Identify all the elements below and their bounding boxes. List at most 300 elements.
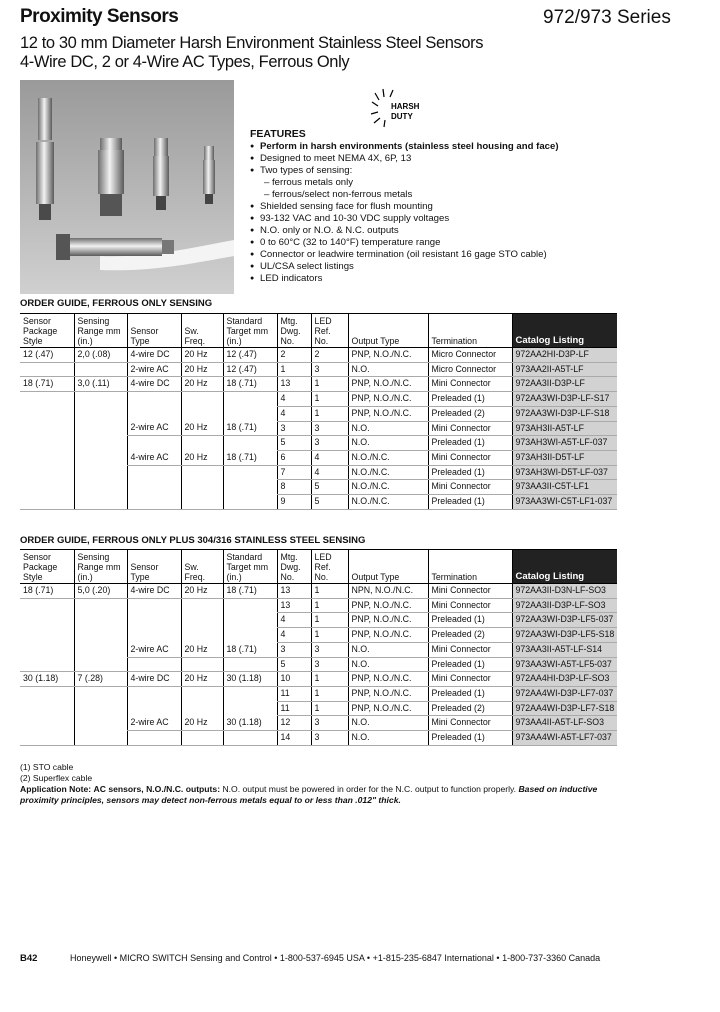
table-cell: PNP, N.O./N.C.: [348, 406, 428, 421]
table-cell: [127, 465, 181, 480]
note-sto-cable: (1) STO cable: [20, 762, 74, 772]
table-cell: 2: [311, 348, 348, 363]
table-cell: [181, 598, 223, 613]
table-cell: 18 (.71): [20, 377, 74, 392]
table-cell: [181, 465, 223, 480]
table-cell: Mini Connector: [428, 421, 512, 436]
table-cell: 3: [311, 436, 348, 451]
table-cell: 30 (1.18): [223, 672, 277, 687]
table-cell: 4-wire AC: [127, 450, 181, 465]
column-header: LED Ref. No.: [311, 314, 348, 348]
table-cell: 20 Hz: [181, 642, 223, 657]
order-guide-ferrous-table: [20, 313, 617, 510]
table-cell: N.O.: [348, 642, 428, 657]
feature-item: ● Perform in harsh environments (stainless steel housing and face): [250, 141, 630, 153]
table-cell: Preleaded (1): [428, 465, 512, 480]
table-cell: [127, 436, 181, 451]
table-cell: 973AA4II-A5T-LF-SO3: [512, 716, 617, 731]
table-cell: PNP, N.O./N.C.: [348, 613, 428, 628]
table-cell: [223, 465, 277, 480]
feature-item: ● Two types of sensing:: [250, 165, 630, 177]
table-cell: [127, 686, 181, 701]
table-cell: 1: [311, 672, 348, 687]
table-cell: [20, 450, 74, 465]
table-cell: [181, 731, 223, 746]
table-cell: [74, 436, 127, 451]
table-cell: 5: [311, 480, 348, 495]
table-cell: [20, 613, 74, 628]
table-row: [20, 657, 617, 672]
feature-item: – ferrous/select non-ferrous metals: [264, 189, 413, 200]
table-cell: 972AA3WI-D3P-LF-S17: [512, 392, 617, 407]
table-row: [20, 362, 617, 377]
application-note-text: N.O. output must be powered in order for the N.C. output to function properly.: [220, 784, 517, 794]
table-cell: 3: [311, 731, 348, 746]
table-cell: [223, 686, 277, 701]
column-header: Standard Target mm (in.): [223, 314, 277, 348]
table-cell: 2-wire AC: [127, 362, 181, 377]
feature-item: ● Designed to meet NEMA 4X, 6P, 13: [250, 153, 630, 165]
table-cell: 18 (.71): [20, 584, 74, 599]
table-cell: 10: [277, 672, 311, 687]
table-cell: [223, 392, 277, 407]
table-cell: 4-wire DC: [127, 377, 181, 392]
table-cell: 973AH3II-A5T-LF: [512, 421, 617, 436]
table-cell: 972AA4WI-D3P-LF7-S18: [512, 701, 617, 716]
features-heading: FEATURES: [250, 128, 306, 140]
table-cell: 12: [277, 716, 311, 731]
order-guide-1-title: ORDER GUIDE, FERROUS ONLY SENSING: [20, 298, 213, 309]
table-cell: N.O.: [348, 421, 428, 436]
table-cell: 972AA4HI-D3P-LF-SO3: [512, 672, 617, 687]
table-cell: 973AH3II-D5T-LF: [512, 450, 617, 465]
table-cell: [20, 642, 74, 657]
table-row: [20, 436, 617, 451]
table-cell: [127, 701, 181, 716]
table-cell: 13: [277, 598, 311, 613]
subtitle-line-2: 4-Wire DC, 2 or 4-Wire AC Types, Ferrous Only: [20, 53, 350, 71]
table-cell: [74, 406, 127, 421]
table-cell: PNP, N.O./N.C.: [348, 701, 428, 716]
table-cell: 972AA3WI-D3P-LF5-037: [512, 613, 617, 628]
table-cell: Mini Connector: [428, 480, 512, 495]
badge-line-2: DUTY: [391, 112, 413, 121]
table-cell: 20 Hz: [181, 348, 223, 363]
table-cell: 4: [311, 465, 348, 480]
table-row: [20, 613, 617, 628]
table-cell: 13: [277, 377, 311, 392]
table-cell: [223, 495, 277, 510]
table-cell: [127, 657, 181, 672]
application-note-label: Application Note:: [20, 784, 92, 794]
table-cell: PNP, N.O./N.C.: [348, 686, 428, 701]
table-cell: [74, 613, 127, 628]
note-superflex-cable: (2) Superflex cable: [20, 773, 93, 783]
table-cell: 20 Hz: [181, 584, 223, 599]
table-cell: Preleaded (2): [428, 701, 512, 716]
table-cell: [20, 465, 74, 480]
table-cell: [74, 657, 127, 672]
table-row: [20, 584, 617, 599]
table-cell: 2-wire AC: [127, 421, 181, 436]
table-cell: 3: [311, 642, 348, 657]
table-cell: [181, 657, 223, 672]
table-cell: Micro Connector: [428, 348, 512, 363]
column-header: Sensor Package Style: [20, 314, 74, 348]
table-cell: 1: [277, 362, 311, 377]
table-cell: [20, 406, 74, 421]
table-cell: 5: [277, 657, 311, 672]
table-cell: [223, 406, 277, 421]
table-cell: [181, 701, 223, 716]
table-row: [20, 731, 617, 746]
column-header: Output Type: [348, 314, 428, 348]
column-header: Mtg. Dwg. No.: [277, 314, 311, 348]
feature-item: ● LED indicators: [250, 273, 630, 285]
table-cell: 18 (.71): [223, 421, 277, 436]
table-header-row: [20, 314, 617, 348]
table-cell: PNP, N.O./N.C.: [348, 628, 428, 643]
table-cell: Mini Connector: [428, 672, 512, 687]
table-cell: 13: [277, 584, 311, 599]
table-cell: N.O./N.C.: [348, 480, 428, 495]
table-cell: [20, 421, 74, 436]
table-cell: [20, 628, 74, 643]
table-cell: Mini Connector: [428, 598, 512, 613]
table-cell: 1: [311, 628, 348, 643]
table-cell: 11: [277, 701, 311, 716]
table-cell: [127, 495, 181, 510]
table-row: [20, 392, 617, 407]
table-cell: [223, 480, 277, 495]
table-cell: 5: [311, 495, 348, 510]
table-cell: 973AH3WI-D5T-LF-037: [512, 465, 617, 480]
table-cell: 4-wire DC: [127, 584, 181, 599]
table-cell: PNP, N.O./N.C.: [348, 598, 428, 613]
table-cell: 4-wire DC: [127, 348, 181, 363]
table-cell: [181, 436, 223, 451]
table-cell: 973AA4WI-A5T-LF7-037: [512, 731, 617, 746]
table-cell: [20, 716, 74, 731]
table-cell: [20, 480, 74, 495]
column-header: Standard Target mm (in.): [223, 550, 277, 584]
column-header: Sensing Range mm (in.): [74, 550, 127, 584]
feature-item: ● N.O. only or N.O. & N.C. outputs: [250, 225, 630, 237]
feature-item: ● 93-132 VAC and 10-30 VDC supply voltages: [250, 213, 630, 225]
table-cell: 18 (.71): [223, 377, 277, 392]
application-note: [20, 784, 620, 806]
table-cell: 2-wire AC: [127, 716, 181, 731]
table-cell: 8: [277, 480, 311, 495]
column-header: Termination: [428, 550, 512, 584]
table-row: [20, 450, 617, 465]
table-cell: 3,0 (.11): [74, 377, 127, 392]
table-cell: N.O.: [348, 657, 428, 672]
table-cell: 14: [277, 731, 311, 746]
table-cell: [127, 731, 181, 746]
table-cell: 972AA3II-D3N-LF-SO3: [512, 584, 617, 599]
table-cell: 20 Hz: [181, 450, 223, 465]
footer-contact: Honeywell • MICRO SWITCH Sensing and Control • 1-800-537-6945 USA • +1-815-235-6847 International • 1-800-737-3360 Canada: [70, 953, 601, 963]
table-cell: PNP, N.O./N.C.: [348, 392, 428, 407]
subtitle-line-1: 12 to 30 mm Diameter Harsh Environment Stainless Steel Sensors: [20, 34, 484, 52]
table-cell: 20 Hz: [181, 672, 223, 687]
table-cell: 973AH3WI-A5T-LF-037: [512, 436, 617, 451]
table-cell: [223, 613, 277, 628]
table-row: [20, 480, 617, 495]
table-cell: NPN, N.O./N.C.: [348, 584, 428, 599]
table-cell: Preleaded (1): [428, 613, 512, 628]
table-cell: 972AA3II-D3P-LF-SO3: [512, 598, 617, 613]
table-cell: 1: [311, 613, 348, 628]
table-cell: 1: [311, 406, 348, 421]
features-list: [250, 141, 630, 285]
table-cell: Preleaded (1): [428, 495, 512, 510]
table-cell: PNP, N.O./N.C.: [348, 348, 428, 363]
table-cell: [181, 406, 223, 421]
table-row: [20, 406, 617, 421]
table-cell: 11: [277, 686, 311, 701]
notes-block: [20, 762, 620, 806]
table-cell: 3: [311, 421, 348, 436]
table-cell: N.O./N.C.: [348, 495, 428, 510]
table-cell: 973AA3WI-C5T-LF1-037: [512, 495, 617, 510]
table-cell: [20, 362, 74, 377]
table-body: [20, 348, 617, 510]
table-cell: [74, 495, 127, 510]
table-cell: [74, 480, 127, 495]
column-header: Sensor Type: [127, 314, 181, 348]
table-cell: [223, 628, 277, 643]
table-cell: 20 Hz: [181, 362, 223, 377]
table-cell: 30 (1.18): [223, 716, 277, 731]
table-cell: [74, 716, 127, 731]
table-cell: [20, 657, 74, 672]
table-cell: 7: [277, 465, 311, 480]
table-cell: Preleaded (1): [428, 392, 512, 407]
table-cell: N.O.: [348, 362, 428, 377]
table-cell: 972AA4WI-D3P-LF7-037: [512, 686, 617, 701]
order-guide-2-title: ORDER GUIDE, FERROUS ONLY PLUS 304/316 STAINLESS STEEL SENSING: [20, 535, 366, 546]
table-cell: [223, 598, 277, 613]
feature-item: – ferrous metals only: [264, 177, 354, 188]
table-row: [20, 598, 617, 613]
table-cell: Mini Connector: [428, 377, 512, 392]
table-cell: 972AA3WI-D3P-LF-S18: [512, 406, 617, 421]
table-cell: 7 (.28): [74, 672, 127, 687]
table-cell: 2,0 (.08): [74, 348, 127, 363]
table-cell: 18 (.71): [223, 642, 277, 657]
column-header: Termination: [428, 314, 512, 348]
table-cell: [181, 495, 223, 510]
table-row: [20, 421, 617, 436]
table-cell: Preleaded (1): [428, 436, 512, 451]
feature-item: ● 0 to 60°C (32 to 140°F) temperature range: [250, 237, 630, 249]
table-cell: [74, 392, 127, 407]
table-cell: 9: [277, 495, 311, 510]
table-cell: [74, 642, 127, 657]
table-row: [20, 465, 617, 480]
table-cell: 6: [277, 450, 311, 465]
table-cell: 5,0 (.20): [74, 584, 127, 599]
feature-item: ● Connector or leadwire termination (oil resistant 16 gage STO cable): [250, 249, 630, 261]
table-cell: [20, 701, 74, 716]
table-cell: N.O./N.C.: [348, 465, 428, 480]
table-cell: [74, 731, 127, 746]
table-cell: [127, 628, 181, 643]
table-cell: 18 (.71): [223, 584, 277, 599]
table-cell: PNP, N.O./N.C.: [348, 377, 428, 392]
table-cell: 1: [311, 392, 348, 407]
table-cell: 30 (1.18): [20, 672, 74, 687]
column-header: Catalog Listing: [512, 550, 617, 584]
table-cell: 20 Hz: [181, 377, 223, 392]
table-cell: 972AA3II-D3P-LF: [512, 377, 617, 392]
table-cell: N.O.: [348, 731, 428, 746]
column-header: Sensor Package Style: [20, 550, 74, 584]
badge-line-1: HARSH: [391, 102, 420, 111]
table-cell: Preleaded (2): [428, 628, 512, 643]
column-header: Sw. Freq.: [181, 550, 223, 584]
table-cell: 4: [277, 392, 311, 407]
table-row: [20, 686, 617, 701]
table-cell: Micro Connector: [428, 362, 512, 377]
table-cell: N.O./N.C.: [348, 450, 428, 465]
table-cell: [20, 495, 74, 510]
product-photo: [20, 80, 234, 294]
table-row: [20, 348, 617, 363]
table-cell: 12 (.47): [20, 348, 74, 363]
table-cell: 3: [311, 362, 348, 377]
table-cell: Preleaded (1): [428, 731, 512, 746]
table-cell: [74, 628, 127, 643]
table-cell: N.O.: [348, 716, 428, 731]
table-cell: [74, 421, 127, 436]
table-cell: [74, 362, 127, 377]
table-row: [20, 495, 617, 510]
table-cell: [74, 686, 127, 701]
application-note-subject: AC sensors, N.O./N.C. outputs:: [93, 784, 221, 794]
table-cell: 20 Hz: [181, 421, 223, 436]
table-cell: [127, 598, 181, 613]
application-note-italic: Based on inductive proximity principles, sensors may detect non-ferrous metals equal to or less than .012" thick.: [20, 784, 598, 805]
table-cell: 2: [277, 348, 311, 363]
column-header: Output Type: [348, 550, 428, 584]
column-header: Catalog Listing: [512, 314, 617, 348]
table-row: [20, 377, 617, 392]
column-header: Sensor Type: [127, 550, 181, 584]
table-cell: [223, 701, 277, 716]
harsh-duty-badge: [370, 88, 440, 128]
column-header: LED Ref. No.: [311, 550, 348, 584]
table-row: [20, 701, 617, 716]
table-cell: 4: [277, 613, 311, 628]
table-cell: Mini Connector: [428, 450, 512, 465]
table-cell: [181, 686, 223, 701]
table-cell: [127, 480, 181, 495]
table-row: [20, 628, 617, 643]
table-cell: 973AA3WI-A5T-LF5-037: [512, 657, 617, 672]
feature-item: ● UL/CSA select listings: [250, 261, 630, 273]
table-cell: 3: [311, 716, 348, 731]
table-cell: 973AA3II-A5T-LF-S14: [512, 642, 617, 657]
page-title: Proximity Sensors: [20, 6, 179, 27]
table-cell: [127, 613, 181, 628]
table-cell: N.O.: [348, 436, 428, 451]
table-row: [20, 672, 617, 687]
series-label: 972/973 Series: [543, 7, 671, 28]
table-cell: [20, 598, 74, 613]
table-cell: 3: [311, 657, 348, 672]
table-cell: 3: [277, 642, 311, 657]
table-cell: 1: [311, 584, 348, 599]
table-cell: 4: [311, 450, 348, 465]
table-cell: [127, 392, 181, 407]
table-cell: Mini Connector: [428, 716, 512, 731]
sensor-photo-illustration: [20, 80, 234, 294]
harsh-duty-icon: [370, 88, 440, 128]
table-cell: 3: [277, 421, 311, 436]
table-cell: 12 (.47): [223, 348, 277, 363]
table-cell: 18 (.71): [223, 450, 277, 465]
table-cell: 1: [311, 701, 348, 716]
table-row: [20, 642, 617, 657]
table-cell: [74, 701, 127, 716]
table-row: [20, 716, 617, 731]
table-cell: 4-wire DC: [127, 672, 181, 687]
table-cell: [74, 598, 127, 613]
table-cell: [74, 465, 127, 480]
table-cell: PNP, N.O./N.C.: [348, 672, 428, 687]
table-cell: [181, 392, 223, 407]
table-cell: 972AA3WI-D3P-LF5-S18: [512, 628, 617, 643]
table-cell: [74, 450, 127, 465]
table-cell: Preleaded (2): [428, 406, 512, 421]
table-cell: [20, 436, 74, 451]
page-number: B42: [20, 953, 38, 964]
table-cell: Preleaded (1): [428, 686, 512, 701]
table-cell: [223, 731, 277, 746]
table-cell: 1: [311, 377, 348, 392]
table-cell: 4: [277, 628, 311, 643]
table-cell: 1: [311, 686, 348, 701]
table-cell: [223, 657, 277, 672]
table-header-row: [20, 550, 617, 584]
column-header: Mtg. Dwg. No.: [277, 550, 311, 584]
table-cell: 973AA3II-C5T-LF1: [512, 480, 617, 495]
table-cell: [20, 392, 74, 407]
table-cell: [181, 628, 223, 643]
order-guide-stainless-table: [20, 549, 617, 746]
table-cell: [223, 436, 277, 451]
table-cell: 20 Hz: [181, 716, 223, 731]
table-cell: 1: [311, 598, 348, 613]
table-cell: 973AA2II-A5T-LF: [512, 362, 617, 377]
table-cell: [181, 480, 223, 495]
table-cell: 5: [277, 436, 311, 451]
table-cell: Mini Connector: [428, 642, 512, 657]
table-cell: [127, 406, 181, 421]
table-cell: 972AA2HI-D3P-LF: [512, 348, 617, 363]
feature-item: ● Shielded sensing face for flush mounting: [250, 201, 630, 213]
column-header: Sensing Range mm (in.): [74, 314, 127, 348]
table-cell: 2-wire AC: [127, 642, 181, 657]
table-cell: [20, 731, 74, 746]
table-cell: [20, 686, 74, 701]
table-cell: Mini Connector: [428, 584, 512, 599]
table-cell: [181, 613, 223, 628]
table-cell: 12 (.47): [223, 362, 277, 377]
